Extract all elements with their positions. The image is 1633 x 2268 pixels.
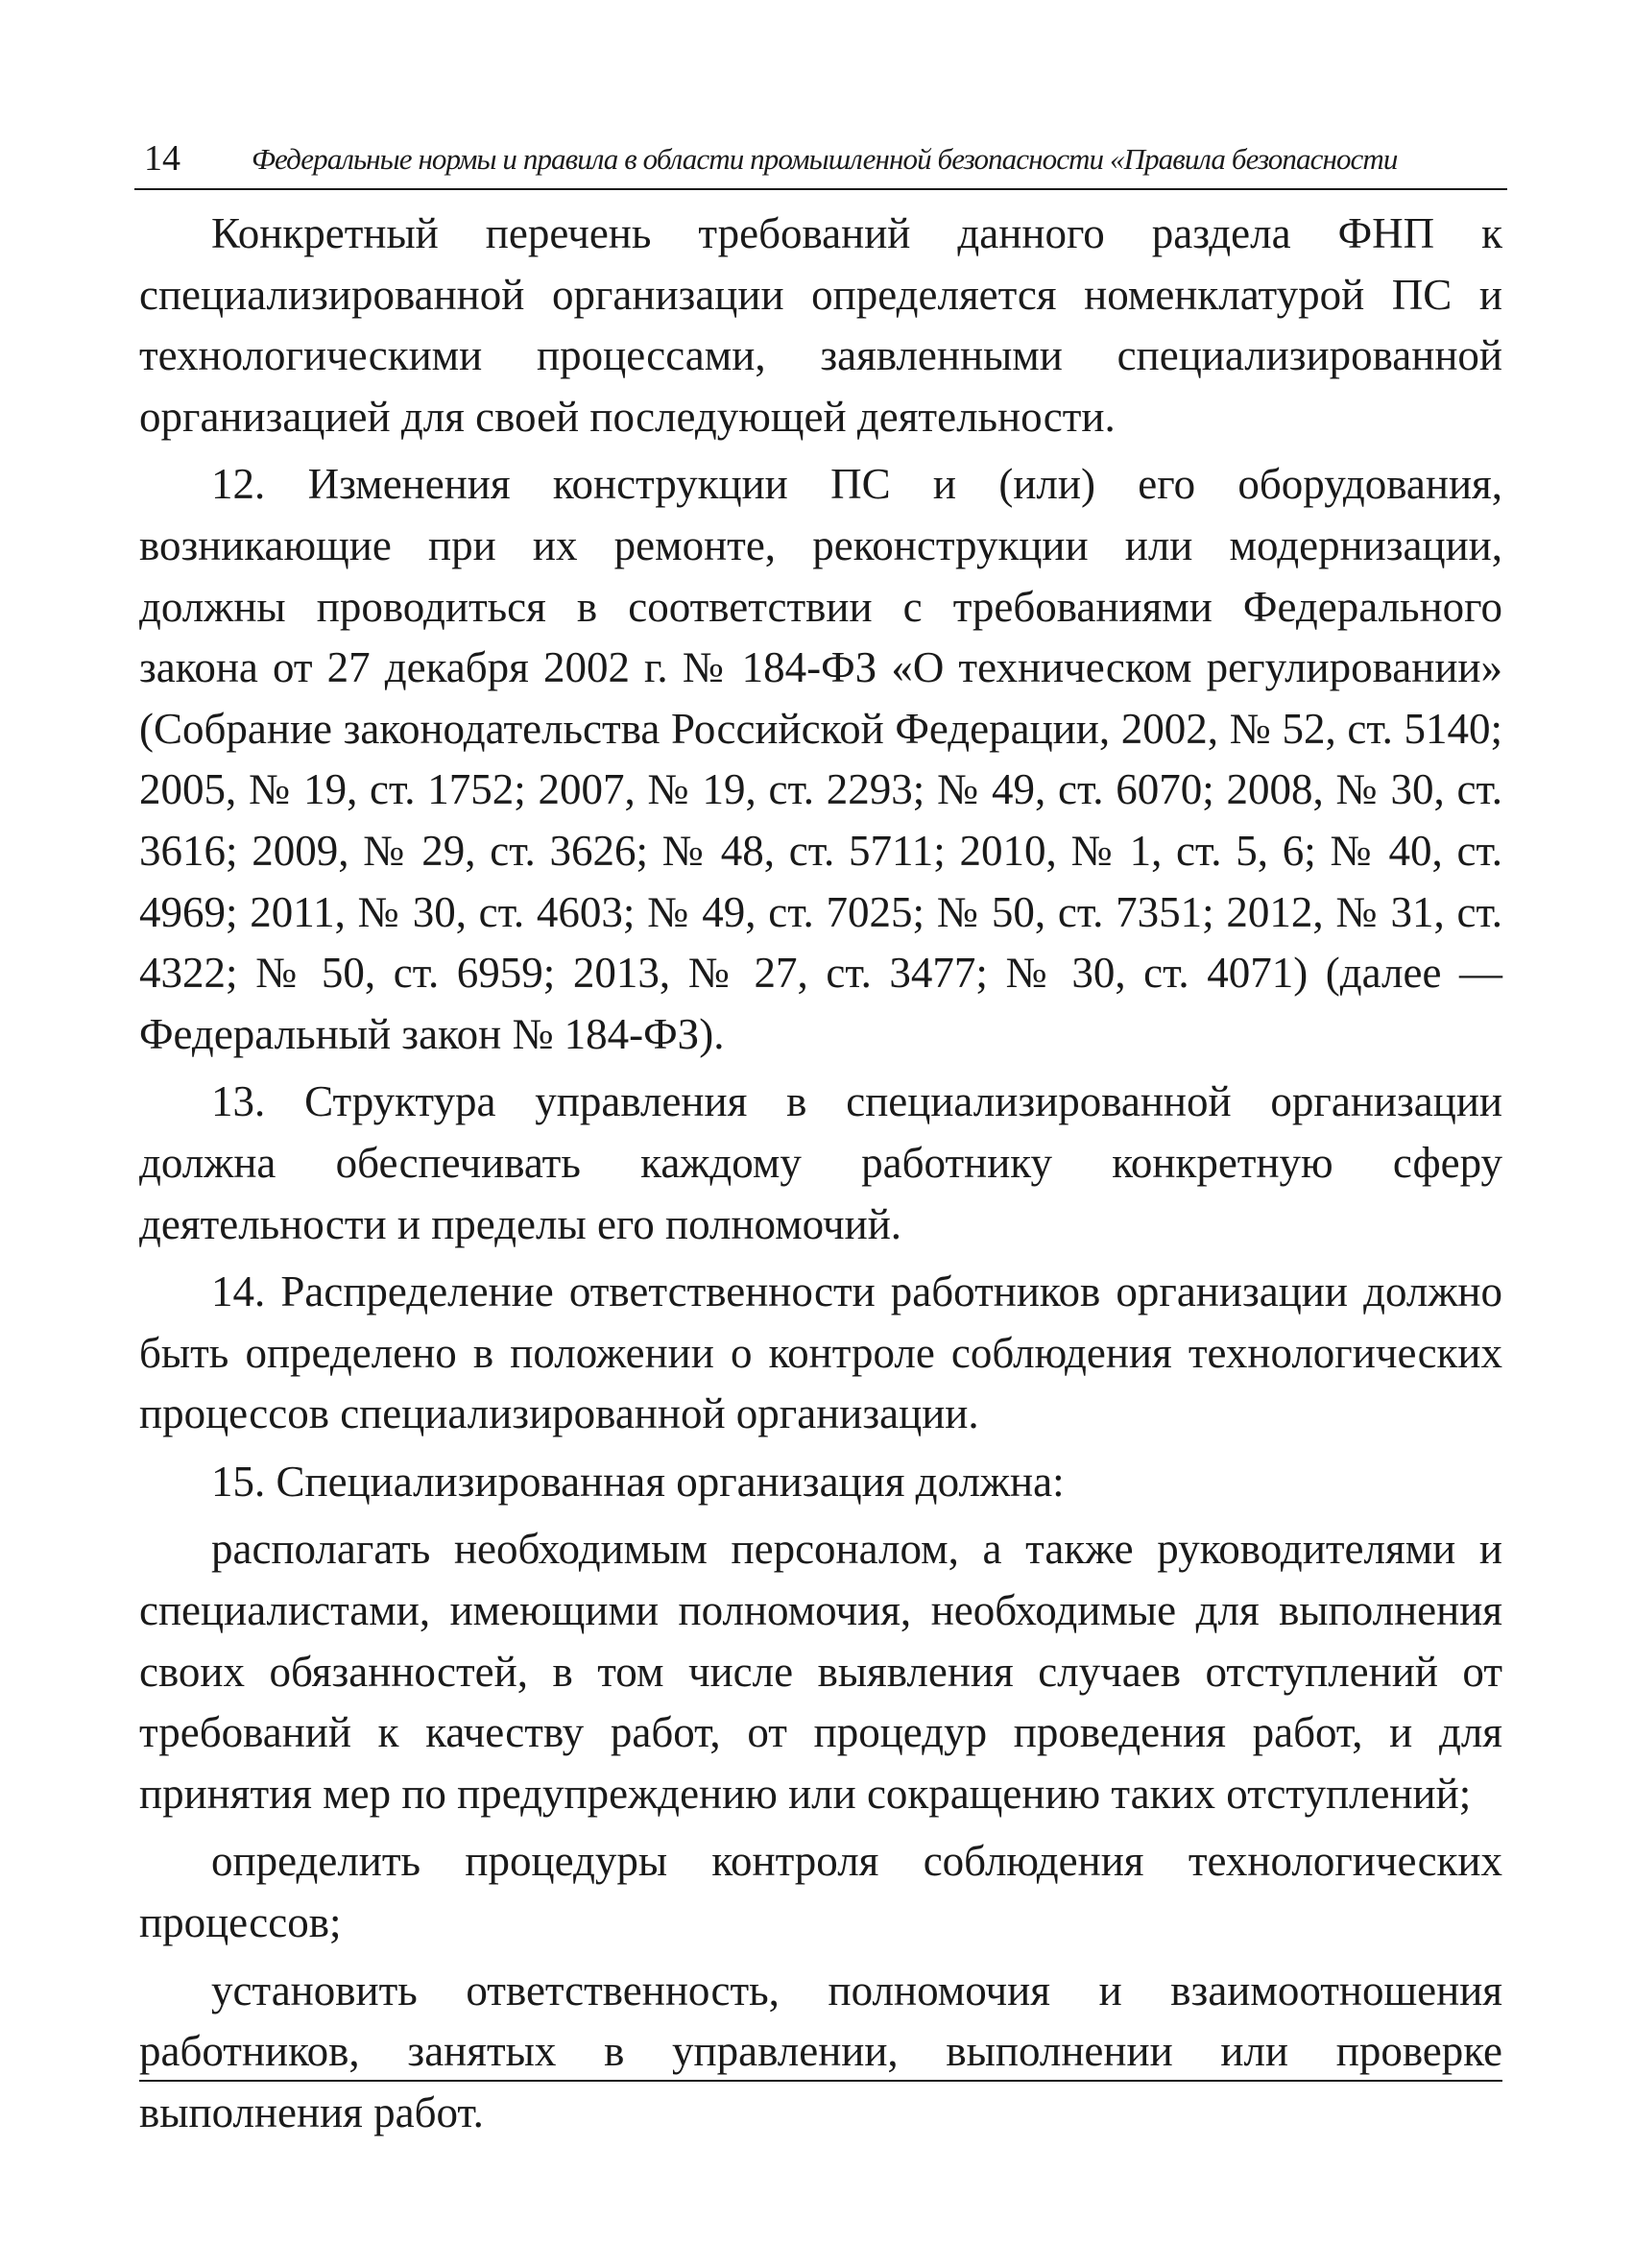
body-text [139, 204, 1502, 2150]
paragraph-13-management-structure: 13. Структура управления в специализированной организации должна обеспечивать каждому работнику конкретную сферу деятельности и пределы его полномочий. [139, 1077, 1502, 1248]
running-header [134, 134, 1507, 190]
paragraph-control-procedures: определить процедуры контроля соблюдения технологических процессов; [139, 1837, 1502, 1947]
page-number: 14 [144, 138, 180, 179]
paragraph-12-design-changes: 12. Изменения конструкции ПС и (или) его оборудования, возникающие при их ремонте, реконструкции или модернизации, должны проводиться в соответствии с требованиями Федерального закона от 27 декабря 2002 г. № 184-ФЗ «О техническом регулировании» (Собрание законодательства Российской Федерации, 2002, № 52, ст. 5140; 2005, № 19, ст. 1752; 2007, № 19, ст. 2293; № 49, ст. 6070; 2008, № 30, ст. 3616; 2009, № 29, ст. 3626; № 48, ст. 5711; 2010, № 1, ст. 5, 6; № 40, ст. 4969; 2011, № 30, ст. 4603; № 49, ст. 7025; № 50, ст. 7351; 2012, № 31, ст. 4322; № 50, ст. 6959; 2013, № 27, ст. 3477; № 30, ст. 4071) (далее — Федеральный закон № 184-ФЗ). [139, 460, 1502, 1058]
footnote-divider [139, 2080, 1502, 2082]
paragraph-personnel: располагать необходимым персоналом, а также руководителями и специалистами, имеющими полномочия, необходимые для выполнения своих обязанностей, в том числе выявления случаев отступлений от требований к качеству работ, от процедур проведения работ, и для принятия мер по предупреждению или сокращению таких отступлений; [139, 1525, 1502, 1818]
paragraph-15-organization-must: 15. Специализированная организация должна: [211, 1457, 1065, 1506]
paragraph-specialized-requirements: Конкретный перечень требований данного раздела ФНП к специализированной организации определяется номенклатурой ПС и технологическими процессами, заявленными специализированной организацией для своей последующей деятельности. [139, 209, 1502, 441]
running-title: Федеральные нормы и правила в области промышленной безопасности «Правила безопасности [252, 142, 1398, 176]
paragraph-responsibilities: установить ответственность, полномочия и взаимоотношения работников, занятых в управлении, выполнении или проверке выполнения работ. [139, 1966, 1502, 2136]
paragraph-14-responsibility-distribution: 14. Распределение ответственности работников организации должно быть определено в положении о контроле соблюдения технологических процессов специализированной организации. [139, 1267, 1502, 1438]
